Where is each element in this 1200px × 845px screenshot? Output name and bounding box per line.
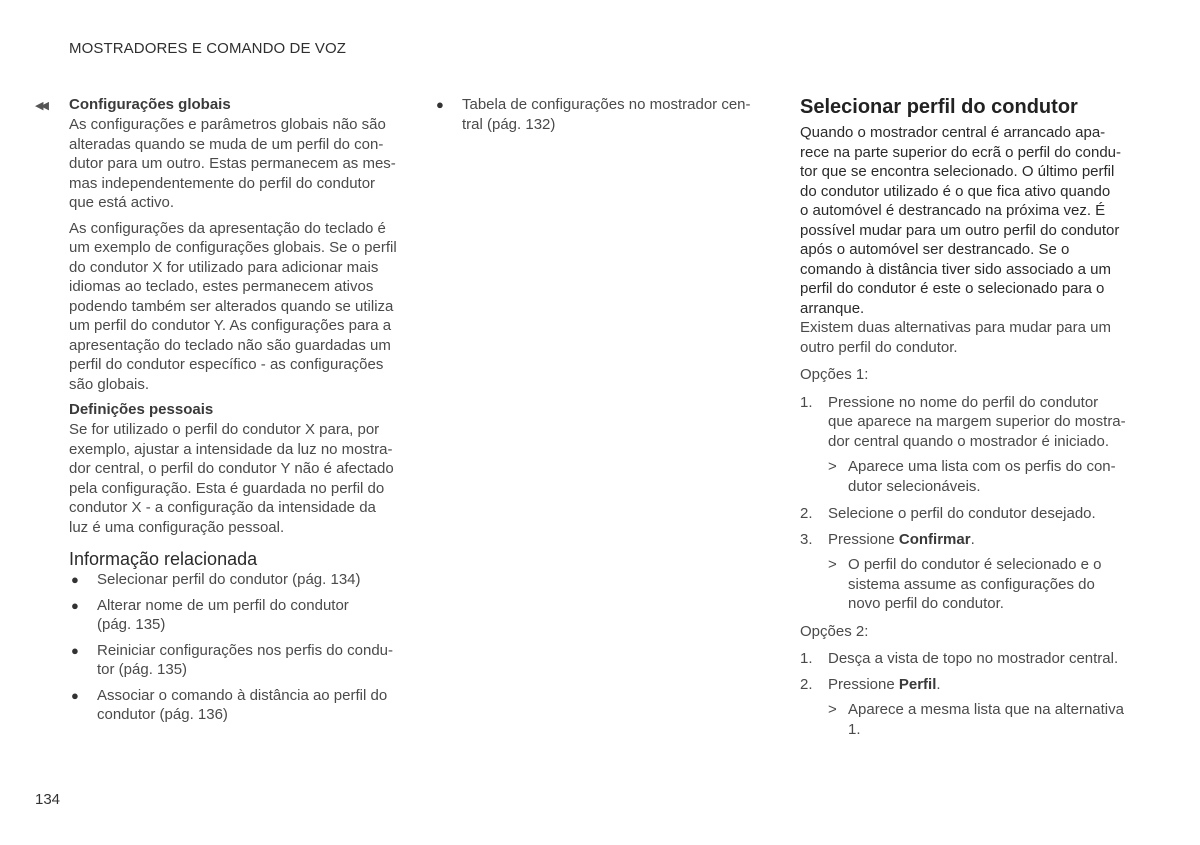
related-info-list	[69, 570, 409, 725]
section-title: Selecionar perfil do condutor	[800, 96, 1078, 118]
related-link[interactable]: ● Selecionar perfil do condutor (pág. 134)	[71, 571, 361, 588]
paragraph: As configurações da apresentação do teclado é um exemplo de configurações globais. Se o perfil do condutor X for utilizado para adicionar mais idiomas ao teclado, estes permanecem ativos podendo também ser alterados quando se utiliza um perfil do condutor Y. As configurações para a apresentação do teclado não são guardadas um perfil do condutor específico - as configurações são globais.	[69, 219, 397, 393]
paragraph: Existem duas alternativas para mudar para um outro perfil do condutor.	[800, 319, 1111, 356]
step-result: > Aparece a mesma lista que na alternativa 1.	[828, 701, 1124, 738]
bullet-icon: ●	[71, 687, 79, 703]
related-info-heading: Informação relacionada	[69, 549, 258, 569]
option-2-label: Opções 2:	[800, 622, 869, 640]
bullet-icon: ●	[71, 642, 79, 658]
column-middle	[434, 95, 764, 140]
step: 1. Pressione no nome do perfil do condutor que aparece na margem superior do mostra- dor central quando o mostrador é iniciado.	[800, 393, 1126, 450]
profile-label: Perfil	[898, 675, 937, 693]
paragraph: As configurações e parâmetros globais não são alteradas quando se muda de um perfil do con- dutor para um outro. Estas permanecem as mes- mas independentemente do perfil do condutor que está activo.	[69, 116, 396, 211]
related-link[interactable]: ● Associar o comando à distância ao perfil do condutor (pág. 136)	[71, 686, 388, 723]
subheading-personal-settings: Definições pessoais	[69, 401, 214, 418]
related-link[interactable]: ● Alterar nome de um perfil do condutor (pág. 135)	[71, 596, 349, 633]
column-right	[800, 95, 1140, 747]
step-result: > O perfil do condutor é selecionado e o sistema assume as configurações do novo perfil do condutor.	[828, 556, 1102, 612]
step: 3. Pressione Confirmar.	[800, 530, 975, 548]
column-left	[69, 95, 409, 731]
continued-from-previous-icon: ◀◀	[35, 100, 46, 112]
related-link[interactable]: ● Reiniciar configurações nos perfis do condu- tor (pág. 135)	[71, 641, 393, 678]
lead-paragraph: Quando o mostrador central é arrancado apa- rece na parte superior do ecrã o perfil do condu- tor que se encontra selecionado. O último perfil do condutor utilizado é o que fica ativo quando o automóvel é destrancado na próxima vez. É possível mudar para um outro perfil do condutor após o automóvel ser destrancado. Se o comando à distância tiver sido associado a um perfil do condutor é este o selecionado para o arranque.	[800, 124, 1122, 317]
running-header: MOSTRADORES E COMANDO DE VOZ	[69, 40, 346, 57]
step: 2. Pressione Perfil.	[800, 675, 941, 693]
step: 2. Selecione o perfil do condutor desejado.	[800, 505, 1096, 522]
page-number: 134	[35, 791, 61, 808]
subheading-global-settings: Configurações globais	[69, 96, 231, 113]
related-link[interactable]: ● Tabela de configurações no mostrador cen- tral (pág. 132)	[436, 96, 751, 133]
bullet-icon: ●	[71, 572, 79, 587]
option-1-label: Opções 1:	[800, 366, 869, 383]
confirm-label: Confirmar	[898, 530, 971, 548]
bullet-icon: ●	[436, 97, 444, 112]
step-result: > Aparece uma lista com os perfis do con- dutor selecionáveis.	[828, 458, 1116, 495]
related-info-list-continued	[434, 95, 764, 134]
step: 1. Desça a vista de topo no mostrador central.	[800, 650, 1119, 667]
bullet-icon: ●	[71, 597, 79, 613]
paragraph: Se for utilizado o perfil do condutor X para, por exemplo, ajustar a intensidade da luz no mostra- dor central, o perfil do condutor Y não é afectado pela configuração. Esta é guardada no perfil do condutor X - a configuração da intensidade da luz é uma configuração pessoal.	[69, 421, 394, 536]
